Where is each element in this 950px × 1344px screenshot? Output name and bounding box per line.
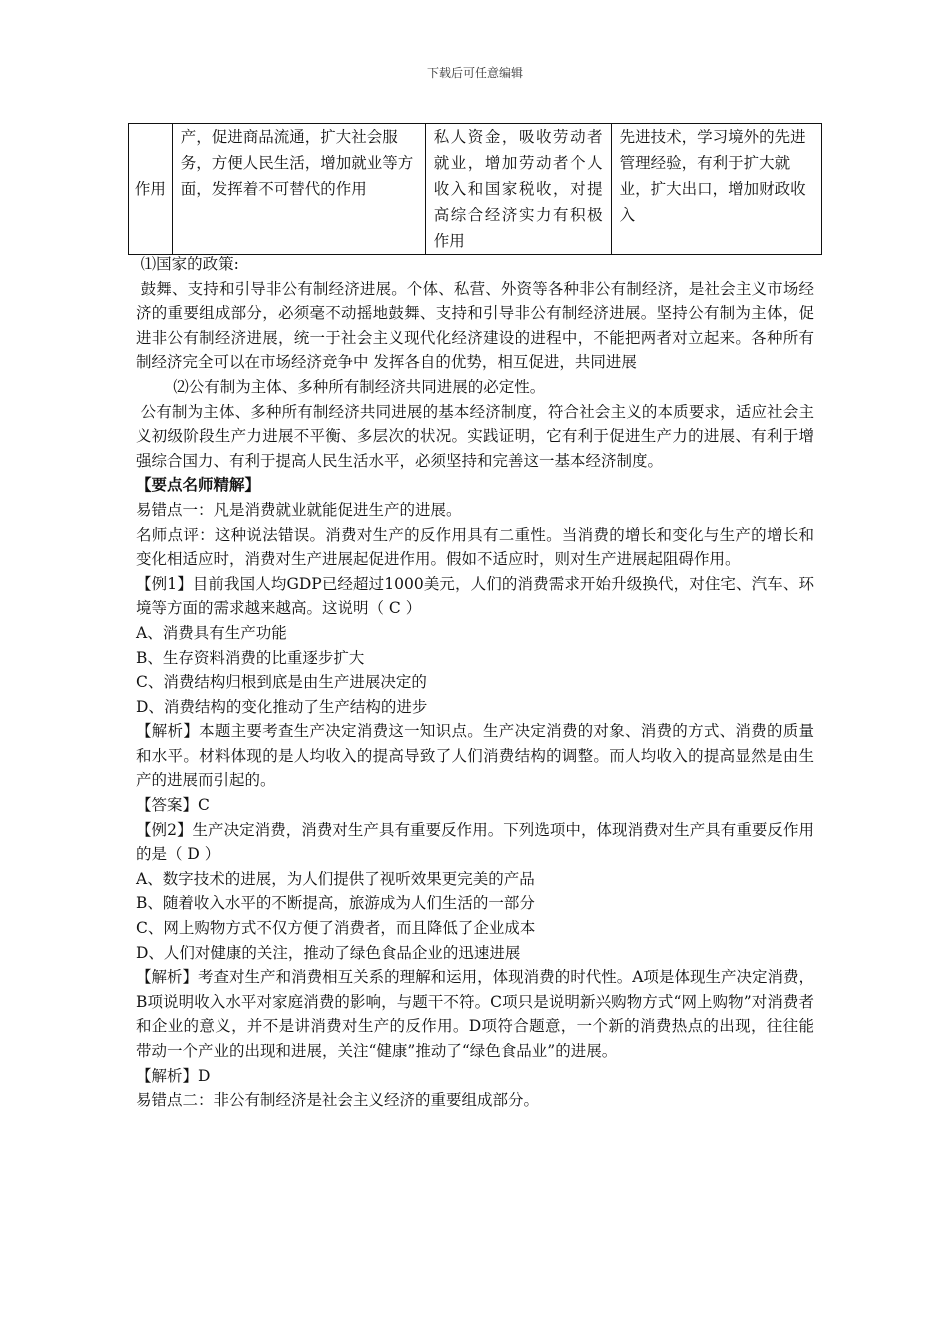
section-heading: ⑵公有制为主体、多种所有制经济共同进展的必定性。 <box>173 377 546 396</box>
analysis: 【解析】考查对生产和消费相互关系的理解和运用，体现消费的时代性。A项是体现生产决定消费，B项说明收入水平对家庭消费的影响，与题干不符。C项只是说明新兴购物方式“网上购物”对消费者和企业的意义，并不是讲消费对生产的反作用。D项符合题意，一个新的消费热点的出现，往往能带动一个产业的出现和进展，关注“健康”推动了“绿色食品业”的进展。 <box>136 968 814 1060</box>
example-question: 【例1】目前我国人均GDP已经超过1000美元，人们的消费需求开始升级换代，对住宅、汽车、环境等方面的需求越来越高。这说明（ C ） <box>136 574 814 618</box>
option-item: C、网上购物方式不仅方便了消费者，而且降低了企业成本 <box>136 919 536 938</box>
error-point: 易错点一：凡是消费就业就能促进生产的进展。 <box>136 500 462 519</box>
answer: 【解析】D <box>136 1066 211 1085</box>
document-body <box>136 252 814 1113</box>
option-item: C、消费结构归根到底是由生产进展决定的 <box>136 673 427 692</box>
option-item: A、消费具有生产功能 <box>136 623 287 642</box>
page-header: 下载后可任意编辑 <box>426 66 523 80</box>
teacher-comment: 名师点评：这种说法错误。消费对生产的反作用具有二重性。当消费的增长和变化与生产的增长和变化相适应时，消费对生产进展起促进作用。假如不适应时，则对生产进展起阻碍作用。 <box>136 525 814 569</box>
answer: 【答案】C <box>136 796 210 815</box>
section-heading: ⑴国家的政策: <box>140 255 239 273</box>
foreign-capital-role-cell: 先进技术，学习境外的先进管理经验，有利于扩大就业，扩大出口，增加财政收入 <box>611 124 821 255</box>
table-row <box>129 124 822 255</box>
private-economy-role-cell: 私人资金，吸收劳动者就业，增加劳动者个人收入和国家税收，对提高综合经济实力有积极作用 <box>425 124 611 255</box>
option-item: D、人们对健康的关注，推动了绿色食品企业的迅速进展 <box>136 943 521 962</box>
error-point: 易错点二：非公有制经济是社会主义经济的重要组成部分。 <box>136 1091 540 1110</box>
ownership-role-table <box>128 123 822 255</box>
row-label-cell: 作用 <box>129 124 173 255</box>
option-item: B、随着收入水平的不断提高，旅游成为人们生活的一部分 <box>136 894 535 913</box>
paragraph: 公有制为主体、多种所有制经济共同进展的基本经济制度，符合社会主义的本质要求，适应社会主义初级阶段生产力进展不平衡、多层次的状况。实践证明，它有利于促进生产力的进展、有利于增强综合国力、有利于提高人民生活水平，必须坚持和完善这一基本经济制度。 <box>136 402 814 470</box>
option-item: A、数字技术的进展，为人们提供了视听效果更完美的产品 <box>136 869 535 888</box>
paragraph: 鼓舞、支持和引导非公有制经济进展。个体、私营、外资等各种非公有制经济，是社会主义市场经济的重要组成部分，必须毫不动摇地鼓舞、支持和引导非公有制经济进展。坚持公有制为主体，促进非公有制经济进展，统一于社会主义现代化经济建设的进程中，不能把两者对立起来。各种所有制经济完全可以在市场经济竞争中 发挥各自的优势，相互促进，共同进展 <box>136 279 814 372</box>
section-title: 【要点名师精解】 <box>136 475 261 495</box>
option-item: B、生存资料消费的比重逐步扩大 <box>136 648 365 667</box>
public-ownership-role-cell: 产，促进商品流通，扩大社会服务，方便人民生活，增加就业等方面，发挥着不可替代的作用 <box>172 124 425 255</box>
example-question: 【例2】生产决定消费，消费对生产具有重要反作用。下列选项中，体现消费对生产具有重要反作用的是（ D ） <box>136 820 814 864</box>
option-item: D、消费结构的变化推动了生产结构的进步 <box>136 697 428 716</box>
analysis: 【解析】本题主要考查生产决定消费这一知识点。生产决定消费的对象、消费的方式、消费的质量和水平。材料体现的是人均收入的提高导致了人们消费结构的调整。而人均收入的提高显然是由生产的进展而引起的。 <box>136 722 814 790</box>
